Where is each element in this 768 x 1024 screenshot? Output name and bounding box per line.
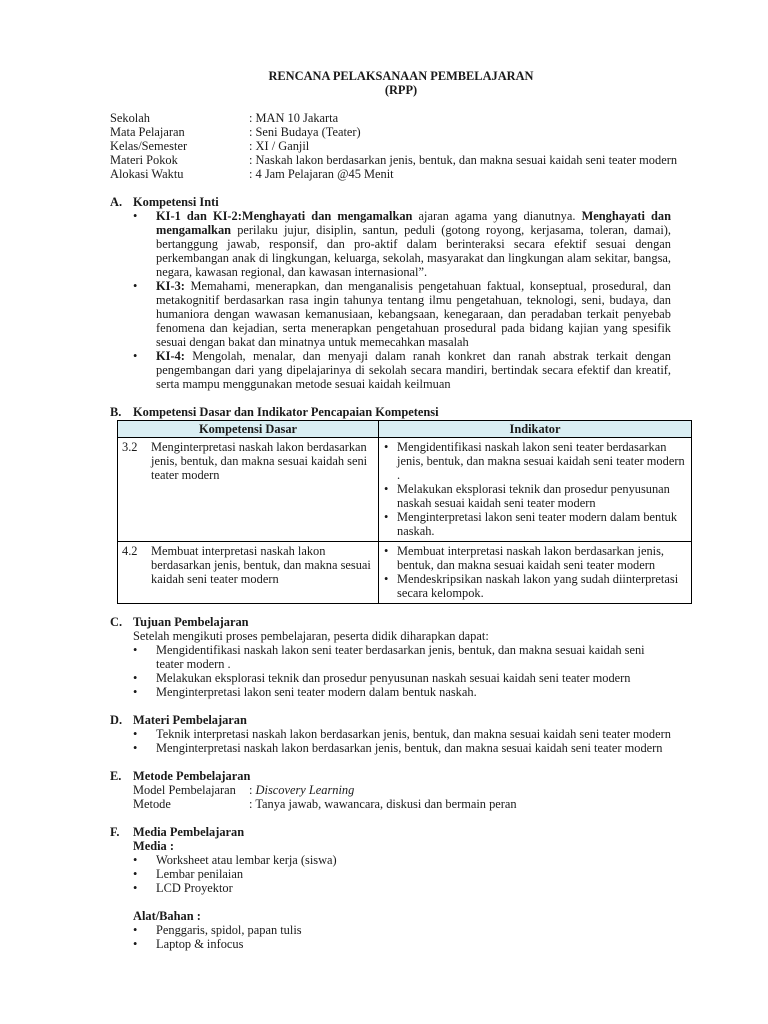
list-item [133, 643, 673, 671]
list-item [133, 881, 337, 895]
table-row [118, 542, 692, 604]
identity-value: : Seni Budaya (Teater) [249, 125, 361, 139]
kd-text: Menginterpretasi naskah lakon berdasarkan jenis, bentuk, dan makna sesuai kaidah seni teater modern [151, 440, 368, 482]
bullet-icon: • [133, 209, 138, 223]
ki-lead: KI-1 dan KI-2: [156, 209, 242, 223]
list-item [133, 741, 671, 755]
indicator-text: Mendeskripsikan naskah lakon yang sudah diinterpretasi secara kelompok. [397, 572, 679, 600]
list-item [133, 867, 337, 881]
ki-text: perilaku jujur, disiplin, santun, peduli (gotong royong, kerjasama, toleran, damai), bertanggung jawab, responsif, dan pro-aktif dalam berinteraksi secara efektif sesuai dengan perkembangan anak di lingkungan, keluarga, sekolah, masyarakat dan lingkungan alam sekitar, bangsa, negara, kawasan regional, dan kawasan internasional”. [156, 223, 671, 279]
tujuan-item: Melakukan eksplorasi teknik dan prosedur penyusunan naskah sesuai kaidah seni teater modern [156, 671, 631, 685]
tujuan-item: Menginterpretasi lakon seni teater modern dalam bentuk naskah. [156, 685, 477, 699]
table-row [118, 438, 692, 542]
bullet-icon: • [133, 643, 138, 657]
alat-item: Penggaris, spidol, papan tulis [156, 923, 302, 937]
ki-lead: KI-3: [156, 279, 185, 293]
media-list [133, 853, 337, 895]
media-label: Media : [133, 839, 174, 853]
list-item [133, 923, 302, 937]
identity-value: : XI / Ganjil [249, 139, 310, 153]
section-title: Materi Pembelajaran [133, 713, 247, 727]
list-item [383, 572, 687, 600]
indicator-text: Menginterpretasi lakon seni teater modern dalam bentuk naskah. [397, 510, 678, 538]
identity-label: Kelas/Semester [110, 139, 188, 153]
tujuan-intro: Setelah mengikuti proses pembelajaran, peserta didik diharapkan dapat: [133, 629, 489, 643]
bullet-icon: • [133, 881, 138, 895]
bullet-icon: • [133, 853, 138, 867]
bullet-icon: • [133, 741, 138, 755]
alat-item: Laptop & infocus [156, 937, 244, 951]
table-cell-kd [118, 438, 379, 542]
media-item: LCD Proyektor [156, 881, 233, 895]
table-header-kd: Kompetensi Dasar [118, 421, 379, 438]
alat-label: Alat/Bahan : [133, 909, 201, 923]
list-item [133, 937, 302, 951]
ki-text: Mengolah, menalar, dan menyaji dalam ranah konkret dan ranah abstrak terkait dengan pengembangan dari yang dipelajarinya di sekolah secara mandiri, bertindak secara efektif dan kreatif, serta mampu menggunakan metode sesuai kaidah keilmuan [156, 349, 671, 391]
table-header-indikator: Indikator [379, 421, 692, 438]
bullet-icon: • [384, 544, 389, 558]
ki-bold: Menghayati dan mengamalkan [241, 209, 413, 223]
section-title: Metode Pembelajaran [133, 769, 251, 783]
bullet-icon: • [133, 685, 138, 699]
ki-text: Memahami, menerapkan, dan menganalisis pengetahuan faktual, konseptual, prosedural, dan metakognitif berdasarkan rasa ingin tahunya tentang ilmu pengetahuan, teknologi, seni, budaya, dan humaniora dengan wawasan kemanusiaan, kebangsaan, kenegaraan, dan peradaban terkait penyebab fenomena dan kejadian, serta menerapkan pengetahuan prosedural pada bidang kajian yang spesifik sesuai dengan bakat dan minatnya untuk memecahkan masalah [156, 279, 671, 349]
kd-text: Membuat interpretasi naskah lakon berdasarkan jenis, bentuk, dan makna sesuai kaidah seni teater modern [151, 544, 371, 586]
materi-list [133, 727, 671, 755]
metode-value: : Tanya jawab, wawancara, diskusi dan bermain peran [249, 797, 517, 811]
bullet-icon: • [133, 279, 138, 293]
bullet-icon: • [384, 572, 389, 586]
ki-text: ajaran agama yang dianutnya. [412, 209, 582, 223]
section-f-heading [110, 825, 244, 839]
materi-item: Teknik interpretasi naskah lakon berdasarkan jenis, bentuk, dan makna sesuai kaidah seni teater modern [156, 727, 671, 741]
model-value: Discovery Learning [255, 783, 355, 797]
indicator-text: Mengidentifikasi naskah lakon seni teater berdasarkan jenis, bentuk, dan makna sesuai kaidah seni teater modern . [397, 440, 685, 482]
list-item [383, 544, 687, 572]
list-item [133, 685, 673, 699]
identity-value: : MAN 10 Jakarta [249, 111, 339, 125]
materi-item: Menginterpretasi naskah lakon berdasarkan jenis, bentuk, dan makna sesuai kaidah seni teater modern [156, 741, 663, 755]
media-item: Lembar penilaian [156, 867, 244, 881]
metode-separator: : [249, 783, 256, 797]
table-cell-indikator [379, 438, 692, 542]
table-header-row [118, 421, 692, 438]
section-title: Kompetensi Inti [133, 195, 219, 209]
list-item [133, 727, 671, 741]
section-title: Kompetensi Dasar dan Indikator Pencapaian Kompetensi [133, 405, 439, 419]
kompetensi-inti-list [133, 209, 671, 391]
kd-number: 4.2 [122, 544, 138, 558]
bullet-icon: • [133, 671, 138, 685]
metode-label: Metode [133, 797, 171, 811]
ki-lead: KI-4: [156, 349, 185, 363]
section-title: Tujuan Pembelajaran [133, 615, 249, 629]
indicator-text: Membuat interpretasi naskah lakon berdasarkan jenis, bentuk, dan makna sesuai kaidah seni teater modern [397, 544, 664, 572]
section-letter: F. [110, 825, 120, 839]
section-b-heading [110, 405, 439, 419]
identity-label: Alokasi Waktu [110, 167, 184, 181]
tujuan-list [133, 643, 673, 699]
section-letter: A. [110, 195, 123, 209]
list-item [383, 510, 687, 538]
identity-value: : 4 Jam Pelajaran @45 Menit [249, 167, 394, 181]
document-subtitle: (RPP) [384, 83, 418, 97]
metode-label: Model Pembelajaran [133, 783, 236, 797]
list-item [133, 671, 673, 685]
bullet-icon: • [133, 937, 138, 951]
ki-bold: Menghayati dan mengamalkan [156, 209, 671, 237]
bullet-icon: • [133, 727, 138, 741]
table-cell-indikator [379, 542, 692, 604]
document-title: RENCANA PELAKSANAAN PEMBELAJARAN [268, 69, 534, 83]
bullet-icon: • [133, 923, 138, 937]
metode-value [249, 783, 354, 797]
kd-indikator-table [117, 420, 692, 604]
section-letter: D. [110, 713, 123, 727]
list-item [133, 853, 337, 867]
section-letter: B. [110, 405, 122, 419]
bullet-icon: • [384, 482, 389, 496]
table-cell-kd [118, 542, 379, 604]
section-a-heading [110, 195, 219, 209]
bullet-icon: • [384, 510, 389, 524]
list-item [133, 279, 671, 349]
bullet-icon: • [133, 349, 138, 363]
bullet-icon: • [133, 867, 138, 881]
media-item: Worksheet atau lembar kerja (siswa) [156, 853, 337, 867]
identity-label: Materi Pokok [110, 153, 178, 167]
list-item [133, 209, 671, 279]
section-title: Media Pembelajaran [133, 825, 245, 839]
section-letter: C. [110, 615, 123, 629]
bullet-icon: • [384, 440, 389, 454]
tujuan-item: Mengidentifikasi naskah lakon seni teater berdasarkan jenis, bentuk, dan makna sesuai kaidah seni teater modern . [156, 643, 645, 671]
identity-value: : Naskah lakon berdasarkan jenis, bentuk, dan makna sesuai kaidah seni teater modern [249, 153, 678, 167]
section-e-heading [110, 769, 250, 783]
list-item [383, 440, 687, 482]
list-item [383, 482, 687, 510]
kd-number: 3.2 [122, 440, 138, 454]
alat-list [133, 923, 302, 951]
section-letter: E. [110, 769, 122, 783]
identity-label: Sekolah [110, 111, 150, 125]
section-d-heading [110, 713, 247, 727]
list-item [133, 349, 671, 391]
section-c-heading [110, 615, 249, 629]
indicator-text: Melakukan eksplorasi teknik dan prosedur penyusunan naskah sesuai kaidah seni teater modern [397, 482, 670, 510]
identity-label: Mata Pelajaran [110, 125, 185, 139]
